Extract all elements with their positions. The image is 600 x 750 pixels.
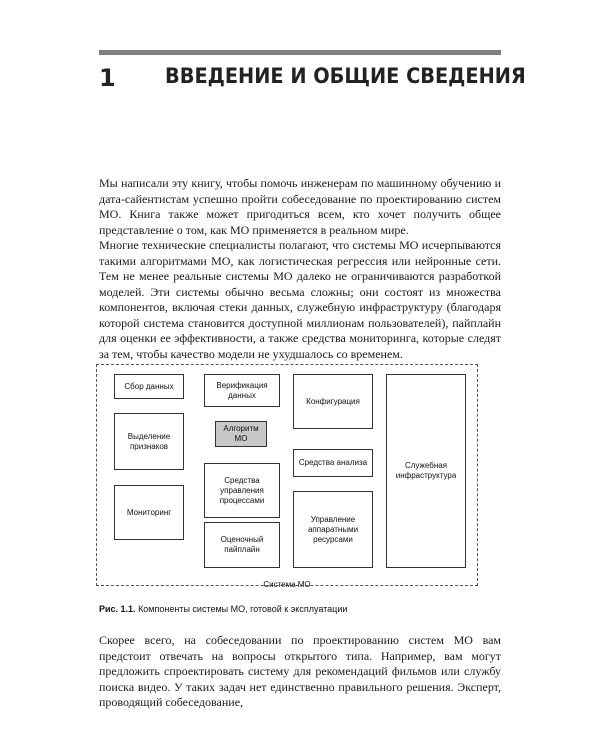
ml-system-diagram [96, 364, 478, 589]
box-feature-extraction: Выделение признаков [114, 413, 184, 470]
chapter-title: ВВЕДЕНИЕ И ОБЩИЕ СВЕДЕНИЯ [165, 64, 526, 88]
caption-text: Компоненты системы МО, готовой к эксплуатации [135, 604, 348, 614]
box-serving-infrastructure: Служебная инфраструктура [386, 374, 466, 568]
box-ml-algorithm: Алгоритм МО [215, 421, 267, 447]
paragraph-interview: Скорее всего, на собеседовании по проектированию систем МО вам предстоит отвечать на вопросы открытого типа. Например, вам могут предложить спроектировать систему для рекомендаций фильмов или службу поиска видео. У таких задач нет единственно правильного решения. Эксперт, проводящий собеседование, [99, 633, 501, 709]
figure-caption [99, 604, 347, 614]
box-hardware-management: Управление аппаратными ресурсами [293, 491, 373, 568]
chapter-number: 1 [99, 64, 117, 92]
box-data-collection: Сбор данных [114, 374, 184, 399]
box-analysis-tools: Средства анализа [293, 449, 373, 477]
system-label: Система МО [263, 580, 311, 589]
box-configuration: Конфигурация [293, 374, 373, 429]
caption-label: Рис. 1.1. [99, 604, 136, 614]
box-process-management: Средства управления процессами [204, 463, 280, 518]
box-evaluation-pipeline: Оценочный пайплайн [204, 522, 280, 568]
box-data-verification: Верификация данных [204, 374, 280, 407]
paragraph-intro: Мы написали эту книгу, чтобы помочь инженерам по машинному обучению и дата-сайентистам успешно пройти собеседование по проектированию систем МО. Книга также может пригодиться всем, кто хочет получить общее представление о том, как МО применяется в реальном мире. [99, 176, 501, 237]
paragraph-systems: Многие технические специалисты полагают, что системы МО исчерпываются такими алгоритмами МО, как логистическая регрессия или нейронные сети. Тем не менее реальные системы МО далеко не ограничиваются разработкой моделей. Эти системы обычно весьма сложны; они состоят из множества компонентов, включая стеки данных, служебную инфраструктуру (благодаря которой система становится доступной миллионам пользователей), пайплайн для оценки ее эффективности, а также средства мониторинга, которые следят за тем, чтобы качество модели не ухудшалось со временем. [99, 238, 501, 361]
box-monitoring: Мониторинг [114, 485, 184, 540]
chapter-rule [99, 50, 501, 55]
